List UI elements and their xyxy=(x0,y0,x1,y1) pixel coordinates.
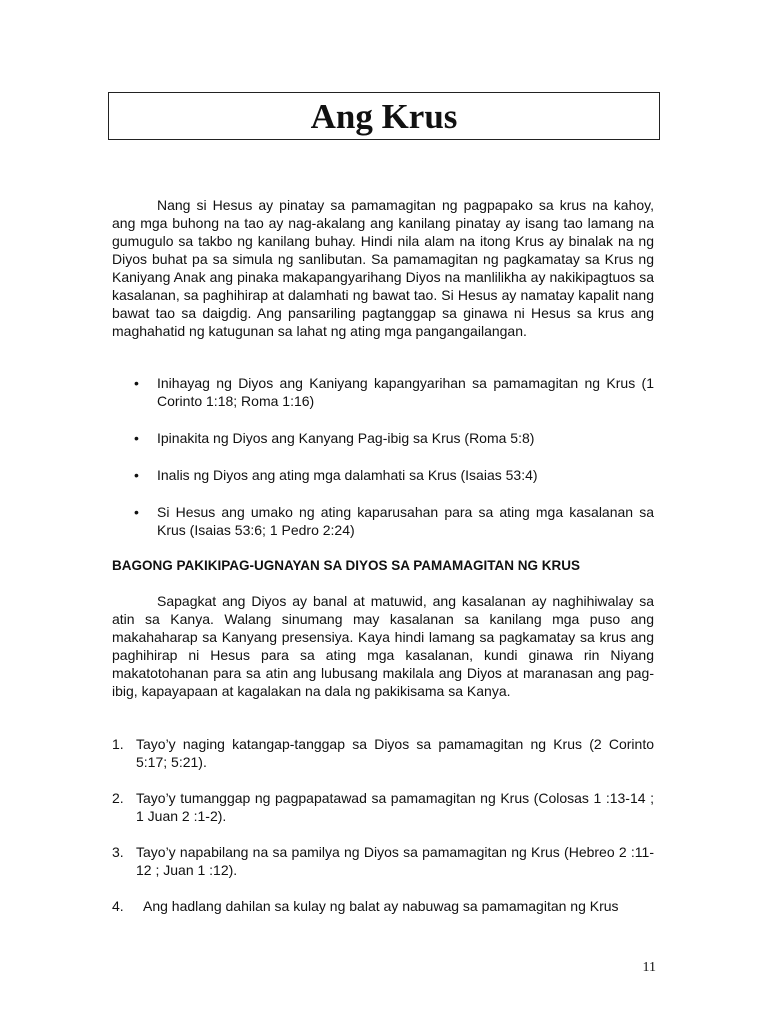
bullet-item xyxy=(112,503,654,539)
numbered-item xyxy=(112,897,654,915)
title-box xyxy=(108,92,660,140)
bullet-item xyxy=(112,374,654,410)
bullet-marker: • xyxy=(134,375,139,391)
bullet-marker: • xyxy=(134,504,139,520)
bullet-list xyxy=(112,374,654,558)
section-paragraph: Sapagkat ang Diyos ay banal at matuwid, ang kasalanan ay naghihiwalay sa atin sa Kanya. Walang sinumang may kasalanan sa kanilang mga puso ang makahaharap sa Kanyang presensiya. Kaya hindi lamang sa pagkamatay sa krus ang paghihirap ni Hesus para sa ating mga kasalanan, kundi ginawa rin Niyang makatotohanan para sa atin ang lubusang makilala ang Diyos at maranasan ang pag-ibig, kapayapaan at kagalakan na dala ng pakikisama sa Kanya. xyxy=(112,593,654,699)
bullet-marker: • xyxy=(134,467,139,483)
item-text: Ang hadlang dahilan sa kulay ng balat ay nabuwag sa pamamagitan ng Krus xyxy=(143,898,619,914)
page-number: 11 xyxy=(642,960,656,975)
item-number: 4. xyxy=(112,898,124,914)
item-text: Tayo’y napabilang na sa pamilya ng Diyos sa pamamagitan ng Krus (Hebreo 2 :11-12 ; Juan 1 :12). xyxy=(136,844,654,878)
numbered-item xyxy=(112,735,654,771)
numbered-item xyxy=(112,789,654,825)
numbered-list xyxy=(112,735,654,933)
bullet-text: Ipinakita ng Diyos ang Kanyang Pag-ibig sa Krus (Roma 5:8) xyxy=(157,430,535,446)
item-text: Tayo’y naging katangap-tanggap sa Diyos sa pamamagitan ng Krus (2 Corinto 5:17; 5:21). xyxy=(136,736,654,770)
item-text: Tayo’y tumanggap ng pagpapatawad sa pamamagitan ng Krus (Colosas 1 :13-14 ; 1 Juan 2 :1-2). xyxy=(136,790,654,824)
bullet-text: Inihayag ng Diyos ang Kaniyang kapangyarihan sa pamamagitan ng Krus (1 Corinto 1:18; Roma 1:16) xyxy=(157,375,654,409)
item-number: 2. xyxy=(112,790,124,806)
section-heading: BAGONG PAKIKIPAG-UGNAYAN SA DIYOS SA PAMAMAGITAN NG KRUS xyxy=(112,558,581,573)
item-number: 3. xyxy=(112,844,124,860)
bullet-text: Inalis ng Diyos ang ating mga dalamhati sa Krus (Isaias 53:4) xyxy=(157,467,538,483)
bullet-text: Si Hesus ang umako ng ating kaparusahan para sa ating mga kasalanan sa Krus (Isaias 53:6; 1 Pedro 2:24) xyxy=(157,504,654,538)
page-title: Ang Krus xyxy=(310,96,458,136)
bullet-item xyxy=(112,429,654,447)
bullet-marker: • xyxy=(134,430,139,446)
numbered-item xyxy=(112,843,654,879)
item-number: 1. xyxy=(112,736,124,752)
bullet-item xyxy=(112,466,654,484)
intro-paragraph: Nang si Hesus ay pinatay sa pamamagitan ng pagpapako sa krus na kahoy, ang mga buhong na tao ay nag-akalang ang kanilang pinatay ay isang tao lamang na gumugulo sa takbo ng kanilang buhay. Hindi nila alam na itong Krus ay binalak na ng Diyos buhat pa sa simula ng sanlibutan. Sa pamamagitan ng pagkamatay sa Krus ng Kaniyang Anak ang pinaka makapangyarihang Diyos na manlilikha ay nakikipagtuos sa kasalanan, sa paghihirap at dalamhati ng bawat tao. Si Hesus ay namatay kapalit nang bawat tao sa daigdig. Ang pansariling pagtanggap sa ginawa ni Hesus sa krus ang maghahatid ng katugunan sa lahat ng ating mga pangangailangan. xyxy=(112,197,654,339)
